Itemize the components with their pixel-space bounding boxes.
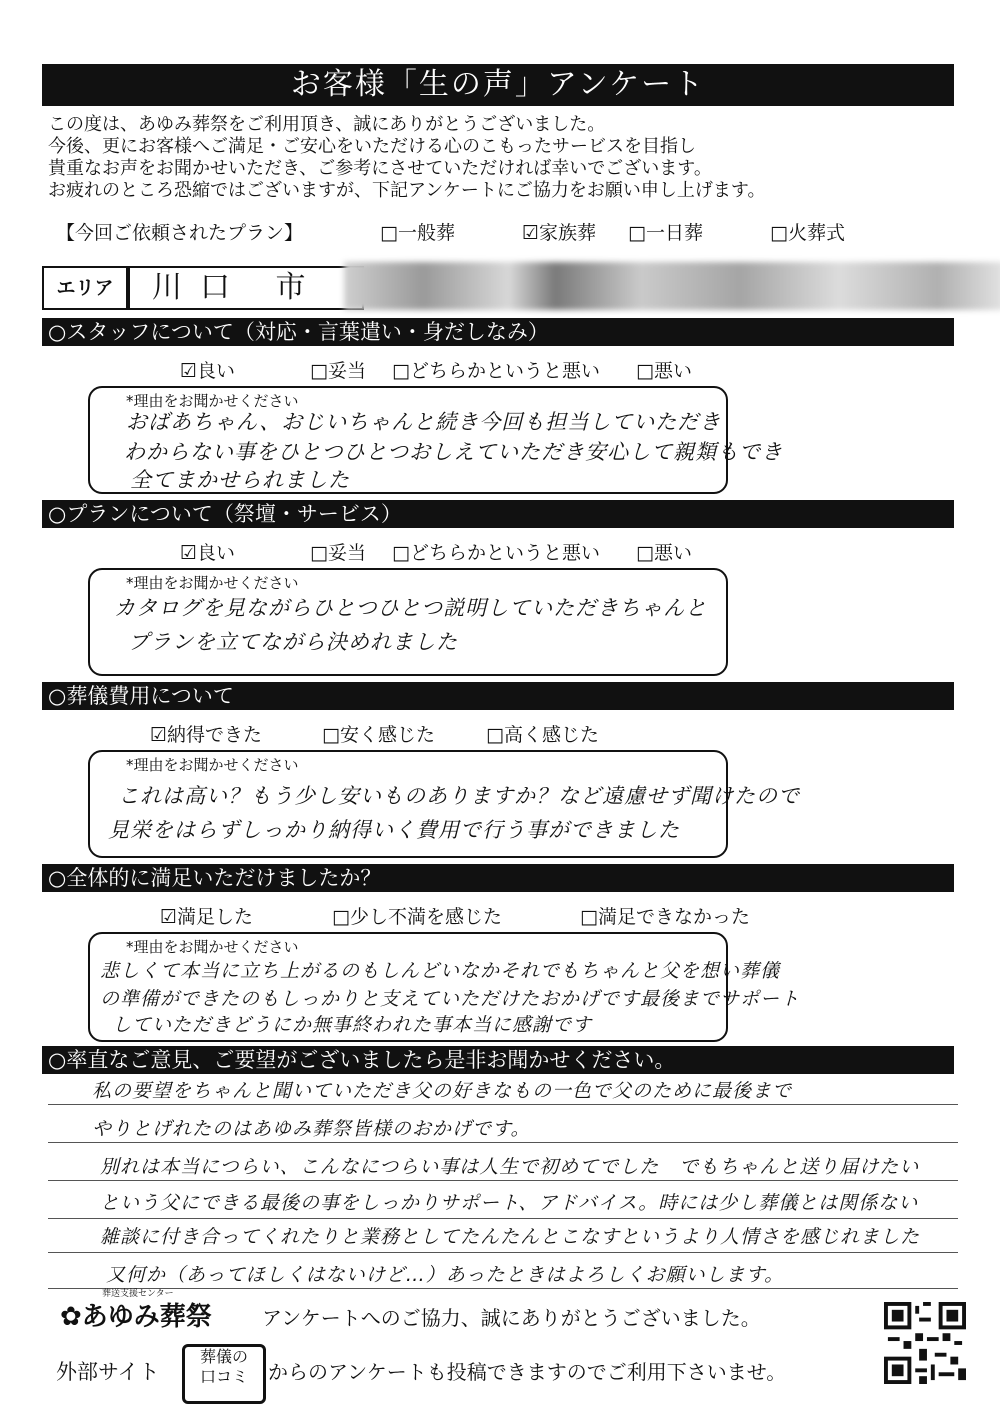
staff-reason-line: おばあちゃん、おじいちゃんと続き今回も担当していただき xyxy=(126,410,722,434)
overall-option-unsatisfied[interactable]: □満足できなかった xyxy=(580,906,750,928)
comment-rule xyxy=(48,1180,958,1181)
comment-line: 私の要望をちゃんと聞いていただき父の好きなもの一色で父のために最後まで xyxy=(92,1080,793,1102)
comment-line: 別れは本当につらい、こんなにつらい事は人生で初めてでした でもちゃんと送り届けたい xyxy=(100,1156,920,1178)
qr-code-icon[interactable] xyxy=(884,1302,966,1384)
plan-section-options xyxy=(180,538,880,564)
staff-heading: ○スタッフについて（対応・言葉遣い・身だしなみ） xyxy=(42,318,954,346)
intro-line: 貴重なお声をお聞かせいただき、ご参考にさせていただければ幸いでございます。 xyxy=(48,158,712,179)
badge-bottom-text: 口コミ xyxy=(199,1367,248,1386)
plan-reason-box xyxy=(88,568,728,676)
intro-line: お疲れのところ恐縮ではございますが、下記アンケートにご協力をお願い申し上げます。 xyxy=(48,180,766,201)
plan-section-option-good[interactable]: ☑良い xyxy=(180,542,236,564)
staff-option-fair[interactable]: □妥当 xyxy=(310,360,366,382)
comments-heading: ○率直なご意見、ご要望がございましたら是非お聞かせください。 xyxy=(42,1046,954,1074)
staff-options xyxy=(180,356,880,382)
intro-text xyxy=(48,114,948,202)
plan-heading: ○プランについて（祭壇・サービス） xyxy=(42,500,954,528)
plan-reason-line: プランを立てながら決めれました xyxy=(128,630,458,654)
overall-option-slightly-unsatisfied[interactable]: □少し不満を感じた xyxy=(332,906,502,928)
comment-rule xyxy=(48,1142,958,1143)
reason-prompt: *理由をお聞かせください xyxy=(126,938,299,956)
overall-heading: ○全体的に満足いただけましたか？ xyxy=(42,864,954,892)
comment-rule xyxy=(48,1218,958,1219)
staff-option-bad[interactable]: □悪い xyxy=(636,360,692,382)
staff-option-good[interactable]: ☑良い xyxy=(180,360,236,382)
cost-option-cheap[interactable]: □安く感じた xyxy=(322,724,435,746)
intro-line: この度は、あゆみ葬祭をご利用頂き、誠にありがとうございました。 xyxy=(48,114,606,135)
staff-reason-line: 全てまかせられました xyxy=(130,468,350,492)
intro-line: 今後、更にお客様へご満足・ご安心をいただける心のこもったサービスを目指し xyxy=(48,136,696,157)
plan-option-general[interactable]: □一般葬 xyxy=(380,222,455,244)
cost-options xyxy=(150,720,850,746)
plan-label: 【今回ご依頼されたプラン】 xyxy=(56,222,304,244)
overall-option-satisfied[interactable]: ☑満足した xyxy=(160,906,254,928)
external-site-text: からのアンケートも投稿できますのでご利用下さいませ。 xyxy=(268,1360,787,1384)
brand-logo xyxy=(60,1289,212,1333)
reason-prompt: *理由をお聞かせください xyxy=(126,574,299,592)
page-title: お客様「生の声」アンケート xyxy=(42,64,954,106)
overall-reason-line: の準備ができたのもしっかりと支えていただけたおかげです最後までサポート xyxy=(100,988,801,1010)
cost-reason-line: これは高い？もう少し安いものありますか？など遠慮せず聞けたので xyxy=(118,784,800,808)
cost-reason-line: 見栄をはらずしっかり納得いく費用で行う事ができました xyxy=(108,818,680,842)
cost-option-satisfied[interactable]: ☑納得できた xyxy=(150,724,263,746)
comment-line: やりとげれたのはあゆみ葬祭皆様のおかげです。 xyxy=(92,1118,531,1140)
review-site-badge xyxy=(182,1344,266,1404)
area-row xyxy=(42,262,954,310)
reason-prompt: *理由をお聞かせください xyxy=(126,392,299,410)
cost-option-expensive[interactable]: □高く感じた xyxy=(486,724,599,746)
reason-prompt: *理由をお聞かせください xyxy=(126,756,299,774)
area-value: 川口 市 xyxy=(128,266,364,310)
plan-section-option-fair[interactable]: □妥当 xyxy=(310,542,366,564)
overall-reason-line: 悲しくて本当に立ち上がるのもしんどいなかそれでもちゃんと父を想い葬儀 xyxy=(100,960,781,982)
plan-selection xyxy=(56,218,956,246)
staff-option-somewhat-bad[interactable]: □どちらかというと悪い xyxy=(392,360,600,382)
comment-rule xyxy=(48,1252,958,1253)
comment-line: 又何か（あってほしくはないけど…）あったときはよろしくお願いします。 xyxy=(106,1264,785,1286)
plan-section-option-somewhat-bad[interactable]: □どちらかというと悪い xyxy=(392,542,600,564)
comment-line: という父にできる最後の事をしっかりサポート、アドバイス。時には少し葬儀とは関係ない xyxy=(100,1192,919,1214)
comment-rule xyxy=(48,1288,958,1289)
staff-reason-line: わからない事をひとつひとつおしえていただき安心して親類もでき xyxy=(124,440,784,464)
plan-option-oneday[interactable]: □一日葬 xyxy=(628,222,703,244)
area-label: エリア xyxy=(42,266,128,310)
plan-section-option-bad[interactable]: □悪い xyxy=(636,542,692,564)
badge-top-text: 葬儀の xyxy=(199,1347,248,1366)
comment-line: 雑談に付き合ってくれたりと業務としてたんたんとこなすというより人情さを感じれました xyxy=(100,1226,921,1248)
plan-option-cremation[interactable]: □火葬式 xyxy=(770,222,845,244)
cost-heading: ○葬儀費用について xyxy=(42,682,954,710)
external-site-label: 外部サイト xyxy=(56,1360,160,1384)
plan-reason-line: カタログを見ながらひとつひとつ説明していただきちゃんと xyxy=(114,596,708,620)
redacted-address xyxy=(344,262,1000,310)
plan-option-family[interactable]: ☑家族葬 xyxy=(522,222,597,244)
overall-reason-line: していただきどうにか無事終われた事本当に感謝です xyxy=(112,1014,593,1036)
overall-options xyxy=(160,902,860,928)
brand-small-text: 葬送支援センター xyxy=(102,1289,174,1299)
comment-rule xyxy=(48,1104,958,1105)
footer-thanks: アンケートへのご協力、誠にありがとうございました。 xyxy=(262,1306,761,1330)
brand-name: ✿あゆみ葬祭 xyxy=(60,1302,212,1332)
